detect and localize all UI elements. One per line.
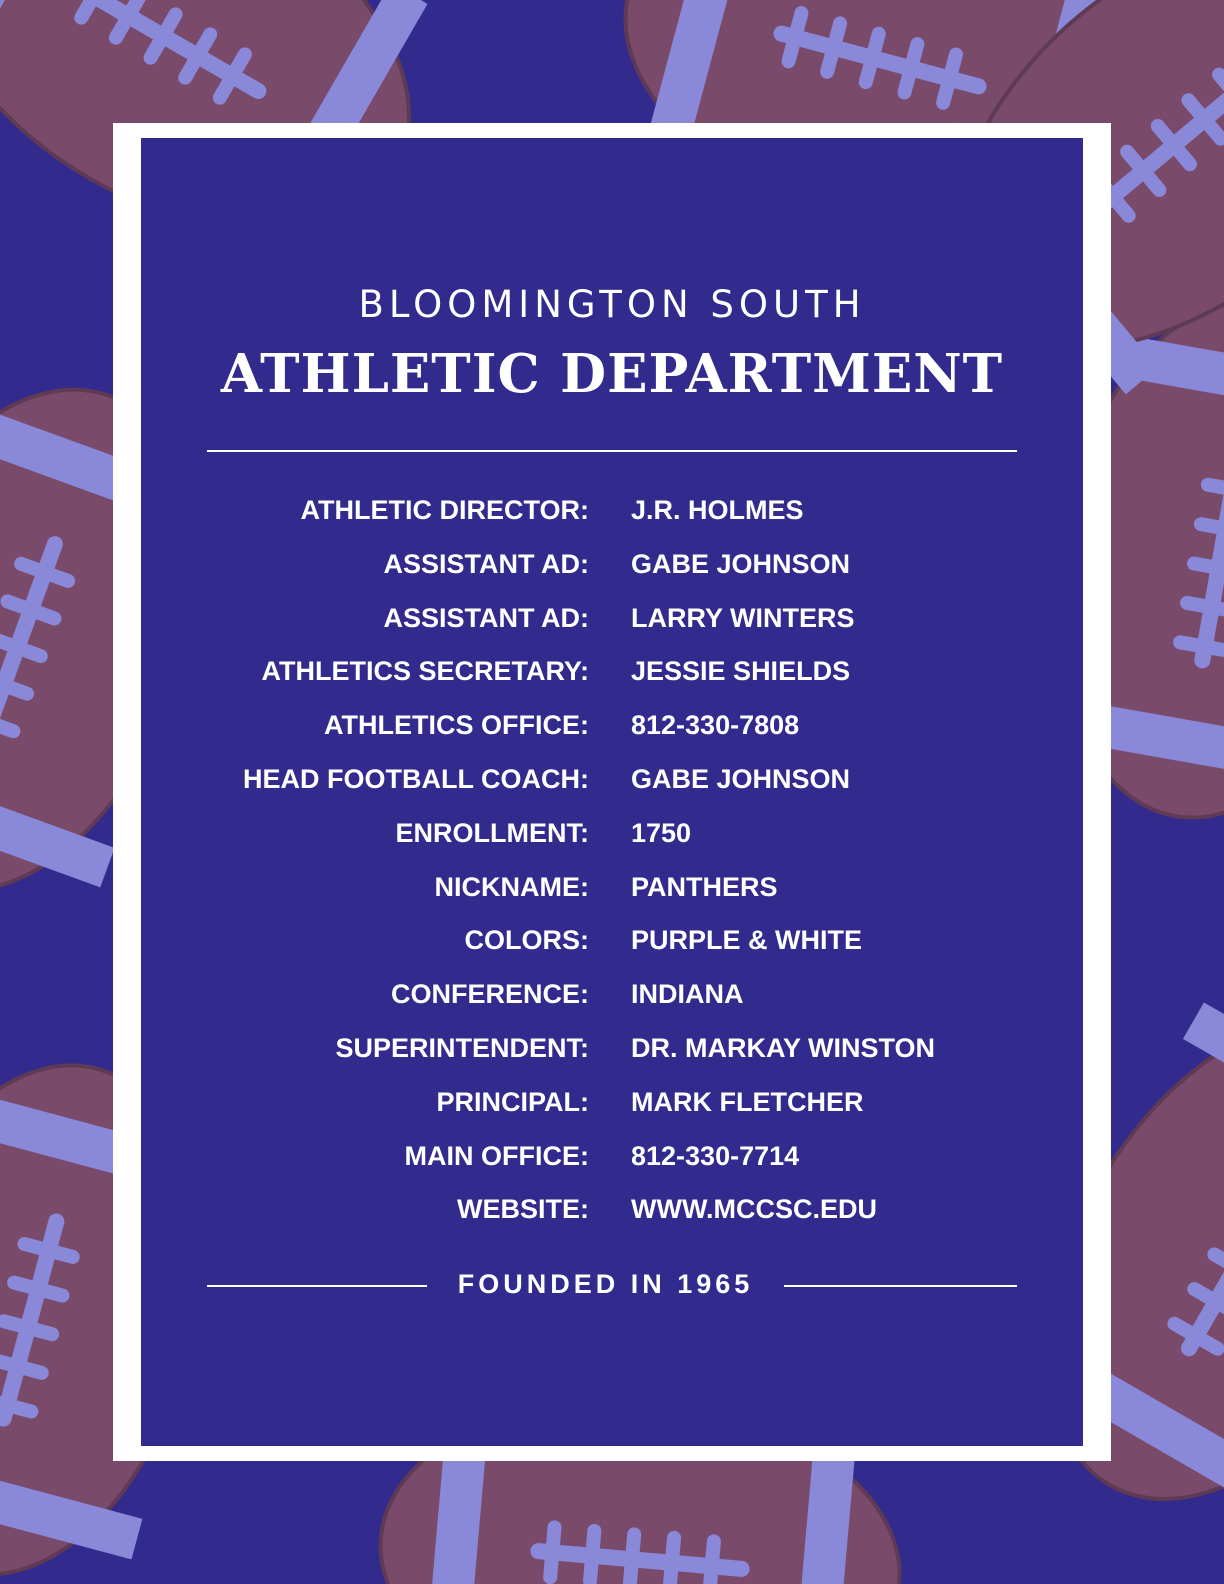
info-label: ATHLETIC DIRECTOR:: [300, 495, 589, 525]
info-row: [141, 549, 1083, 603]
info-label: ATHLETICS SECRETARY:: [261, 656, 589, 687]
info-row: [141, 603, 1083, 657]
info-row: [141, 764, 1083, 818]
info-value: MARK FLETCHER: [631, 1086, 864, 1117]
info-label: CONFERENCE:: [390, 979, 589, 1010]
info-row: [141, 710, 1083, 764]
divider: [207, 450, 1017, 452]
info-label: COLORS:: [464, 925, 589, 956]
info-row: [141, 925, 1083, 979]
info-value: WWW.MCCSC.EDU: [631, 1194, 877, 1225]
info-row: [141, 818, 1083, 872]
info-label: WEBSITE:: [457, 1194, 589, 1225]
info-value: LARRY WINTERS: [631, 602, 855, 633]
info-row: [141, 979, 1083, 1033]
info-value: GABE JOHNSON: [631, 763, 851, 794]
info-row: [141, 1194, 1083, 1248]
info-value: PANTHERS: [631, 871, 778, 902]
founded-divider-left: [207, 1285, 427, 1287]
info-value: INDIANA: [631, 979, 744, 1010]
info-row: [141, 1087, 1083, 1141]
info-row: [141, 1141, 1083, 1195]
info-row: [141, 1033, 1083, 1087]
info-value: J.R. HOLMES: [631, 495, 804, 525]
info-label: ATHLETICS OFFICE:: [324, 710, 589, 741]
info-value: 812-330-7714: [631, 1140, 800, 1171]
info-value: GABE JOHNSON: [631, 548, 851, 579]
page-title: ATHLETIC DEPARTMENT: [220, 343, 1004, 405]
info-label: ENROLLMENT:: [395, 817, 589, 848]
info-label: ASSISTANT AD:: [383, 602, 589, 633]
info-row: [141, 495, 1083, 549]
info-label: PRINCIPAL:: [436, 1086, 589, 1117]
info-label: SUPERINTENDENT:: [335, 1032, 589, 1063]
info-value: 812-330-7808: [631, 710, 800, 741]
info-label: MAIN OFFICE:: [404, 1140, 589, 1171]
info-row: [141, 656, 1083, 710]
info-label: NICKNAME:: [434, 871, 589, 902]
founded-divider-right: [784, 1285, 1017, 1287]
info-row: [141, 872, 1083, 926]
founded-text: FOUNDED IN 1965: [457, 1269, 754, 1299]
school-name: BLOOMINGTON SOUTH: [358, 283, 866, 326]
info-value: DR. MARKAY WINSTON: [631, 1032, 936, 1063]
info-value: PURPLE & WHITE: [631, 925, 863, 956]
info-value: 1750: [631, 817, 692, 848]
info-label: HEAD FOOTBALL COACH:: [243, 763, 589, 794]
info-label: ASSISTANT AD:: [383, 548, 589, 579]
info-panel: [141, 138, 1083, 1446]
info-list: [141, 495, 1083, 1248]
info-value: JESSIE SHIELDS: [631, 656, 851, 687]
